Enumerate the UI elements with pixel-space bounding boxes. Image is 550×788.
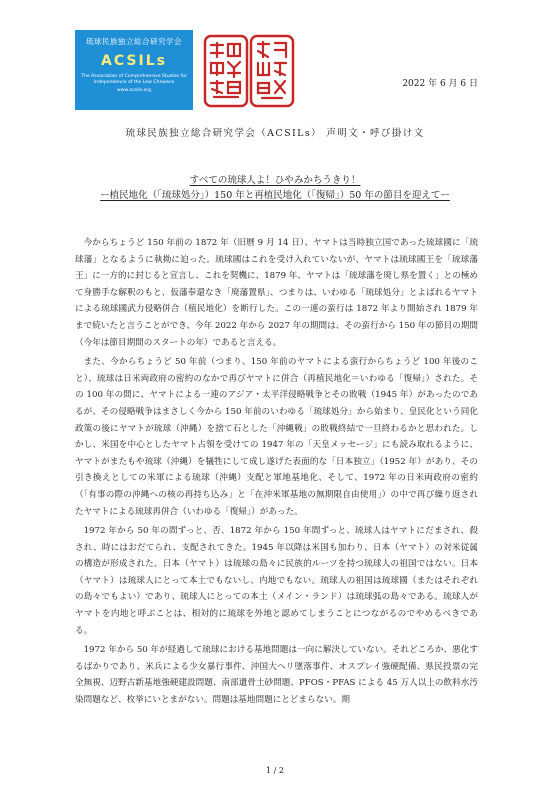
logo-website: www.acsils.org — [117, 88, 151, 93]
logo-acronym: ACSILs — [101, 53, 167, 69]
document-date: 2022 年 6 月 6 日 — [402, 79, 478, 89]
title-line-2: ー植民地化（「琉球処分」）150 年と再植民地化（「復帰」）50 年の節目を迎えてー — [100, 190, 450, 201]
paragraph-2: また、今からちょうど 50 年前（つまり、150 年前のヤマトによる蛮行からちょうど 100 年後のこと）、琉球は日米両政府の密約のなかで再びヤマトに併合（再植民地化＝いわゆる「復帰」）された。その 100 年の間に、ヤマトによる一連のアジア・太平洋侵略戦争とその敗戦（1945 年）があったのであるが、その侵略戦争はまさしく今から 150 年前のいわゆる「琉球処分」から始まり、皇民化という同化政策の後にヤマトが琉球（沖縄）を捨て石とした「沖縄戦」の敗戦終結で一旦終わるかと思われた。しかし、米国を中心としたヤマト占領を受けての 1947 年の「天皇メッセージ」にも読み取れるように、ヤマトがまたもや琉球（沖縄）を犠牲にして成し遂げた表面的な「日本独立」（1952 年）があり、その引き換えとしての米軍による琉球（沖縄）支配と軍地基地化、そして、1972 年の日米両政府の密約（「有事の際の沖縄への核の再持ち込み」と「在沖米軍基地の無期限自由使用」）の中で再び繰り返されたヤマトによる琉球再併合（いわゆる「復帰」）があった。 — [75, 357, 478, 517]
acsils-logo — [75, 30, 193, 110]
logo-english-name: The Association of Comprehensive Studies for Independence of the Lew Chewans — [81, 74, 187, 85]
paragraph-3: 1972 年から 50 年の間ずっと、否、1872 年から 150 年間ずっと、琉球人はヤマトにだまされ、殺され、時にはおだてられ、支配されてきた。1945 年以降は米国も加わり、日本（ヤマト）の対米従属の構造が形成された。日本（ヤマト）は琉球の島々に民族的ルーツを持つ琉球人の祖国ではない。日本（ヤマト）は琉球人にとって本土でもないし、内地でもない。琉球人の祖国は琉球國（またはそれぞれの島々でもよい）であり、琉球人にとっての本土（メイン・ランド）は琉球弧の島々である。琉球人がヤマトを内地と呼ぶことは、相対的に琉球を外地と認めてしまうことにつながるのでやめるべきである。 — [75, 526, 478, 636]
paragraph-1: 今からちょうど 150 年前の 1872 年（旧暦 9 月 14 日）、ヤマトは当時独立国であった琉球國に「琉球藩」となるように執拗に迫った。琉球國はこれを受け入れていないが、ヤマトは琉球國王を「琉球藩王」に一方的に封じると宣言し、これを契機に、1879 年、ヤマトは「琉球藩を廃し県を置く」との極めて身勝手な解釈のもと、仮藩奉還なき「廃藩置県」、つまりは、いわゆる「琉球処分」とよばれるヤマトによる琉球國武力侵略併合（植民地化）を断行した。この一連の蛮行は 1872 年より開始され 1879 年まで続いたと言うことができ、今年 2022 年から 2027 年の期間は、その蛮行から 150 年の節目の期間（今年は節目期間のスタートの年）であると言える。 — [75, 238, 478, 348]
title-line-1: すべての琉球人よ！ひやみかちうきり！ — [189, 175, 361, 186]
page-number: 1 / 2 — [266, 766, 284, 775]
red-seal-stamp-icon — [248, 33, 296, 109]
logo-org-name: 琉球民族独立総合研究学会 — [86, 37, 182, 46]
paragraph-4: 1972 年から 50 年が経過して琉球における基地問題は一向に解決していない。それどころか、悪化するばかりであり、米兵による少女暴行事件、沖国大ヘリ墜落事件、オスプレイ強硬配備、県民投票の完全無視、辺野古新基地強硬建設問題、南部遺骨土砂問題、PFOS・PFAS による 45 万人以上の飲料水汚染問題など、枚挙にいとまがない。問題は基地問題にとどまらない。期 — [75, 645, 478, 706]
red-seal-stamp-icon — [202, 33, 250, 109]
statement-body — [75, 235, 478, 712]
document-heading: 琉球民族独立総合研究学会（ACSILs） 声明文・呼び掛け文 — [125, 128, 425, 139]
